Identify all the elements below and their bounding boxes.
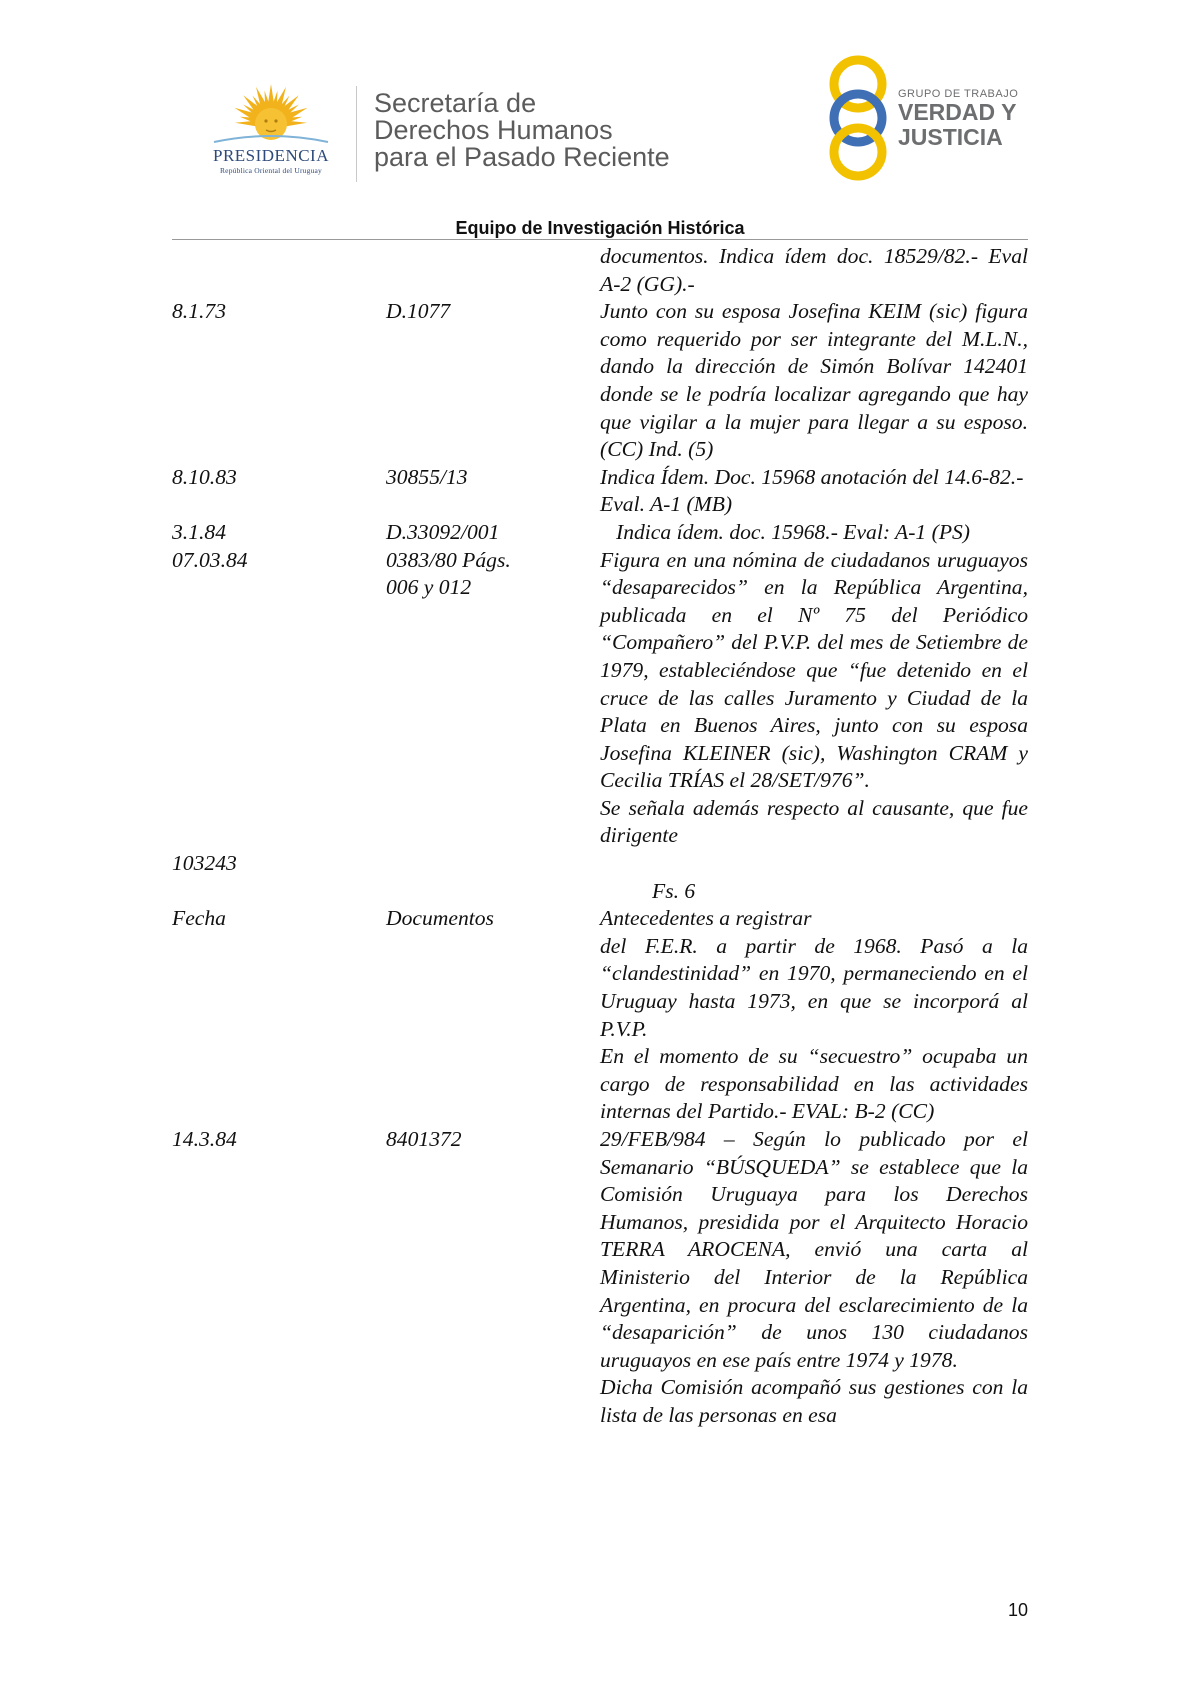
gtvj-line-2: VERDAD Y: [898, 99, 1017, 125]
entry-date: 3.1.84: [172, 519, 226, 544]
folio-label: Fs. 6: [652, 878, 696, 903]
table-row: [0, 243, 1190, 298]
entry-text: [600, 519, 1028, 547]
table-row: [0, 878, 1190, 906]
header-rule: [172, 239, 1028, 240]
entry-document: D.33092/001: [386, 519, 500, 544]
entry-text: [600, 243, 1028, 298]
entry-paragraph: Indica ídem. doc. 15968.- Eval: A-1 (PS): [616, 519, 970, 544]
presidencia-name: PRESIDENCIA: [212, 146, 329, 165]
entry-paragraph: En el momento de su “secuestro” ocupaba un cargo de responsabilidad en las actividades internas del Partido.- EVAL: B-2 (CC): [600, 1044, 1028, 1124]
table-row: [0, 850, 1190, 878]
column-header-fecha: Fecha: [172, 906, 226, 931]
entry-text: [600, 298, 1028, 464]
entry-document: 30855/13: [386, 464, 468, 489]
table-row: [0, 298, 1190, 464]
column-header-antecedentes: Antecedentes a registrar: [600, 906, 812, 931]
entry-paragraph: Indica Ídem. Doc. 15968 anotación del 14.6-82.- Eval. A-1 (MB): [600, 464, 1024, 517]
entry-paragraph: Junto con su esposa Josefina KEIM (sic) figura como requerido por ser integrante del M.L.N., dando la dirección de Simón Bolívar 142401 donde se le podría localizar agregando que hay que vigilar a la mujer para llegar a su esposo. (CC) Ind. (5): [600, 299, 1028, 462]
entry-paragraph: 29/FEB/984 – Según lo publicado por el Semanario “BÚSQUEDA” se establece que la Comisión Uruguaya para los Derechos Humanos, presidida por el Arquitecto Horacio TERRA AROCENA, envió una carta al Ministerio del Interior de la República Argentina, en procura del esclarecimiento de la “desaparición” de unos 130 ciudadanos uruguayos en ese país entre 1974 y 1978.: [600, 1127, 1028, 1372]
entry-text: [600, 1126, 1028, 1430]
secretaria-line-1: Secretaría de: [374, 88, 537, 118]
entry-paragraph: Figura en una nómina de ciudadanos uruguayos “desaparecidos” en la República Argentina, publicada en el Nº 75 del Periódico “Compañero” del P.V.P. del mes de Setiembre de 1979, estableciéndose que “fue detenido en el cruce de las calles Juramento y Ciudad de la Plata en Buenos Aires, junto con su esposa Josefina KLEINER (sic), Washington CRAM y Cecilia TRÍAS el 28/SET/976”.: [600, 547, 1028, 793]
header-divider: [356, 86, 357, 182]
secretaria-line-2: Derechos Humanos: [374, 115, 613, 145]
table-row: [0, 1126, 1190, 1430]
verdad-justicia-rings-logo: [818, 54, 898, 182]
page-header: [0, 0, 1190, 238]
entry-document: 8401372: [386, 1127, 462, 1151]
entry-paragraph: del F.E.R. a partir de 1968. Pasó a la “clandestinidad” en 1970, permaneciendo en el Uruguay hasta 1973, en que se incorporá al P.V.P.: [600, 933, 1028, 1041]
secretaria-line-3: para el Pasado Reciente: [374, 142, 670, 172]
entry-text: [600, 464, 1028, 519]
entry-date: 8.10.83: [172, 464, 237, 489]
entry-date: 07.03.84: [172, 547, 248, 572]
secretaria-title: [374, 90, 670, 171]
table-row: [0, 905, 1190, 1126]
entry-paragraph: Dicha Comisión acompañó sus gestiones con la lista de las personas en esa: [600, 1375, 1028, 1427]
table-row: [0, 547, 1190, 851]
entry-text: [600, 905, 1028, 1126]
column-header-documentos: Documentos: [386, 906, 494, 931]
entry-date: 8.1.73: [172, 299, 226, 324]
table-row: [0, 519, 1190, 547]
entry-date: 14.3.84: [172, 1127, 237, 1151]
entry-document-line-1: 0383/80 Págs.: [386, 547, 511, 572]
gtvj-line-1: GRUPO DE TRABAJO: [898, 88, 1019, 100]
page-reference: 103243: [172, 851, 237, 876]
entry-text: [600, 878, 1028, 906]
team-title: Equipo de Investigación Histórica: [455, 218, 745, 238]
presidencia-subtitle: República Oriental del Uruguay: [219, 166, 322, 175]
table-row: [0, 464, 1190, 519]
entry-document: D.1077: [386, 299, 451, 324]
gtvj-line-3: JUSTICIA: [898, 124, 1003, 150]
entry-text: [600, 547, 1028, 851]
page-number: 10: [1007, 1600, 1028, 1620]
entry-paragraph: documentos. Indica ídem doc. 18529/82.- Eval A-2 (GG).-: [600, 244, 1028, 296]
entry-paragraph: Se señala además respecto al causante, que fue dirigente: [600, 795, 1028, 848]
entry-document-line-2: 006 y 012: [386, 575, 472, 600]
records-table: [0, 243, 1190, 1430]
entry-document: [386, 547, 586, 602]
verdad-justicia-wordmark: [898, 88, 1018, 150]
